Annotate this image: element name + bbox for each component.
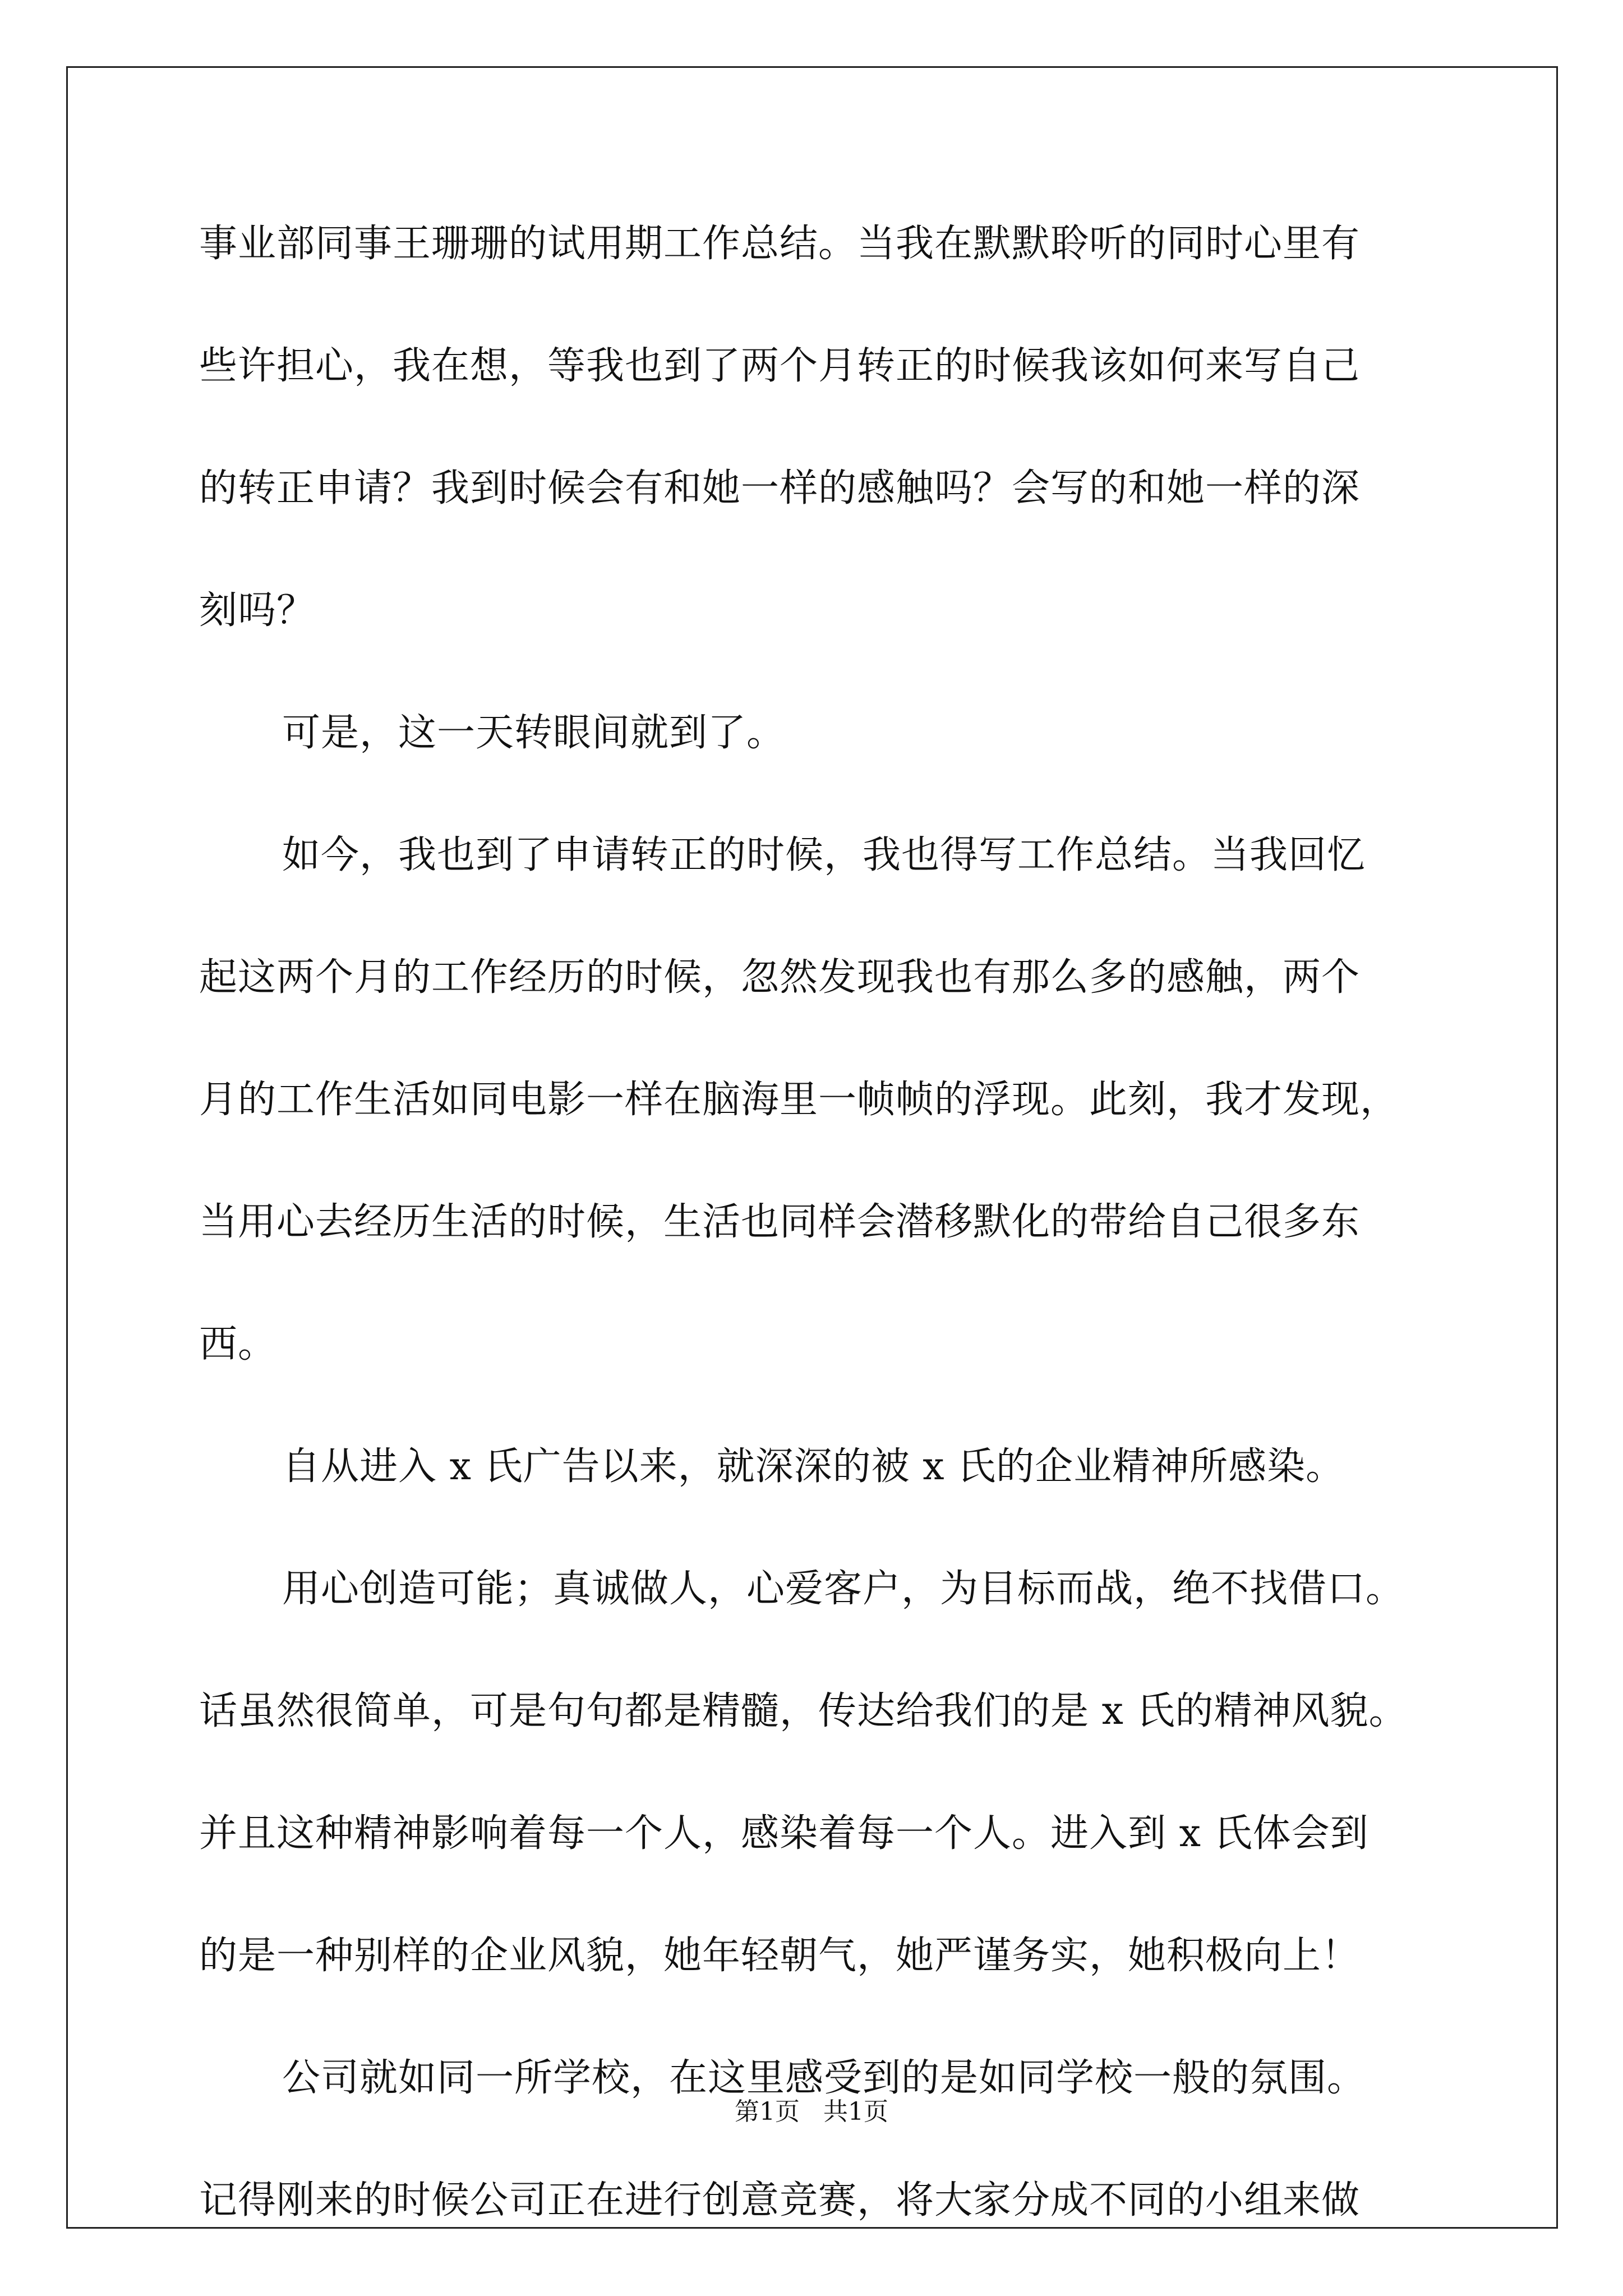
text-line: 并且这种精神影响着每一个人，感染着每一个人。进入到 x 氏体会到 bbox=[199, 1811, 1369, 1856]
text-line: 可是，这一天转眼间就到了。 bbox=[282, 711, 786, 755]
text-line: 记得刚来的时候公司正在进行创意竞赛，将大家分成不同的小组来做 bbox=[199, 2178, 1361, 2223]
text-line: 事业部同事王珊珊的试用期工作总结。当我在默默聆听的同时心里有 bbox=[199, 222, 1361, 266]
page-footer: 第1页 共1页 bbox=[735, 2097, 888, 2126]
text-line: 起这两个月的工作经历的时候，忽然发现我也有那么多的感触，两个 bbox=[199, 955, 1361, 1000]
text-line: 的转正申请？我到时候会有和她一样的感触吗？会写的和她一样的深 bbox=[199, 466, 1361, 510]
text-line: 用心创造可能；真诚做人，心爱客户，为目标而战，绝不找借口。 bbox=[282, 1567, 1405, 1611]
text-line: 如今，我也到了申请转正的时候，我也得写工作总结。当我回忆 bbox=[282, 833, 1366, 877]
text-line: 西。 bbox=[199, 1322, 277, 1366]
text-line: 的是一种别样的企业风貌，她年轻朝气，她严谨务实，她积极向上！ bbox=[199, 1934, 1361, 1978]
text-line: 月的工作生活如同电影一样在脑海里一帧帧的浮现。此刻，我才发现， bbox=[199, 1078, 1399, 1122]
text-line: 当用心去经历生活的时候，生活也同样会潜移默化的带给自己很多东 bbox=[199, 1200, 1361, 1244]
text-line: 公司就如同一所学校，在这里感受到的是如同学校一般的氛围。 bbox=[282, 2056, 1366, 2100]
text-line: 自从进入 x 氏广告以来，就深深的被 x 氏的企业精神所感染。 bbox=[282, 1444, 1345, 1489]
text-line: 话虽然很简单，可是句句都是精髓，传达给我们的是 x 氏的精神风貌。 bbox=[199, 1689, 1408, 1733]
text-line: 刻吗？ bbox=[199, 588, 316, 633]
text-line: 些许担心，我在想，等我也到了两个月转正的时候我该如何来写自己 bbox=[199, 344, 1361, 388]
